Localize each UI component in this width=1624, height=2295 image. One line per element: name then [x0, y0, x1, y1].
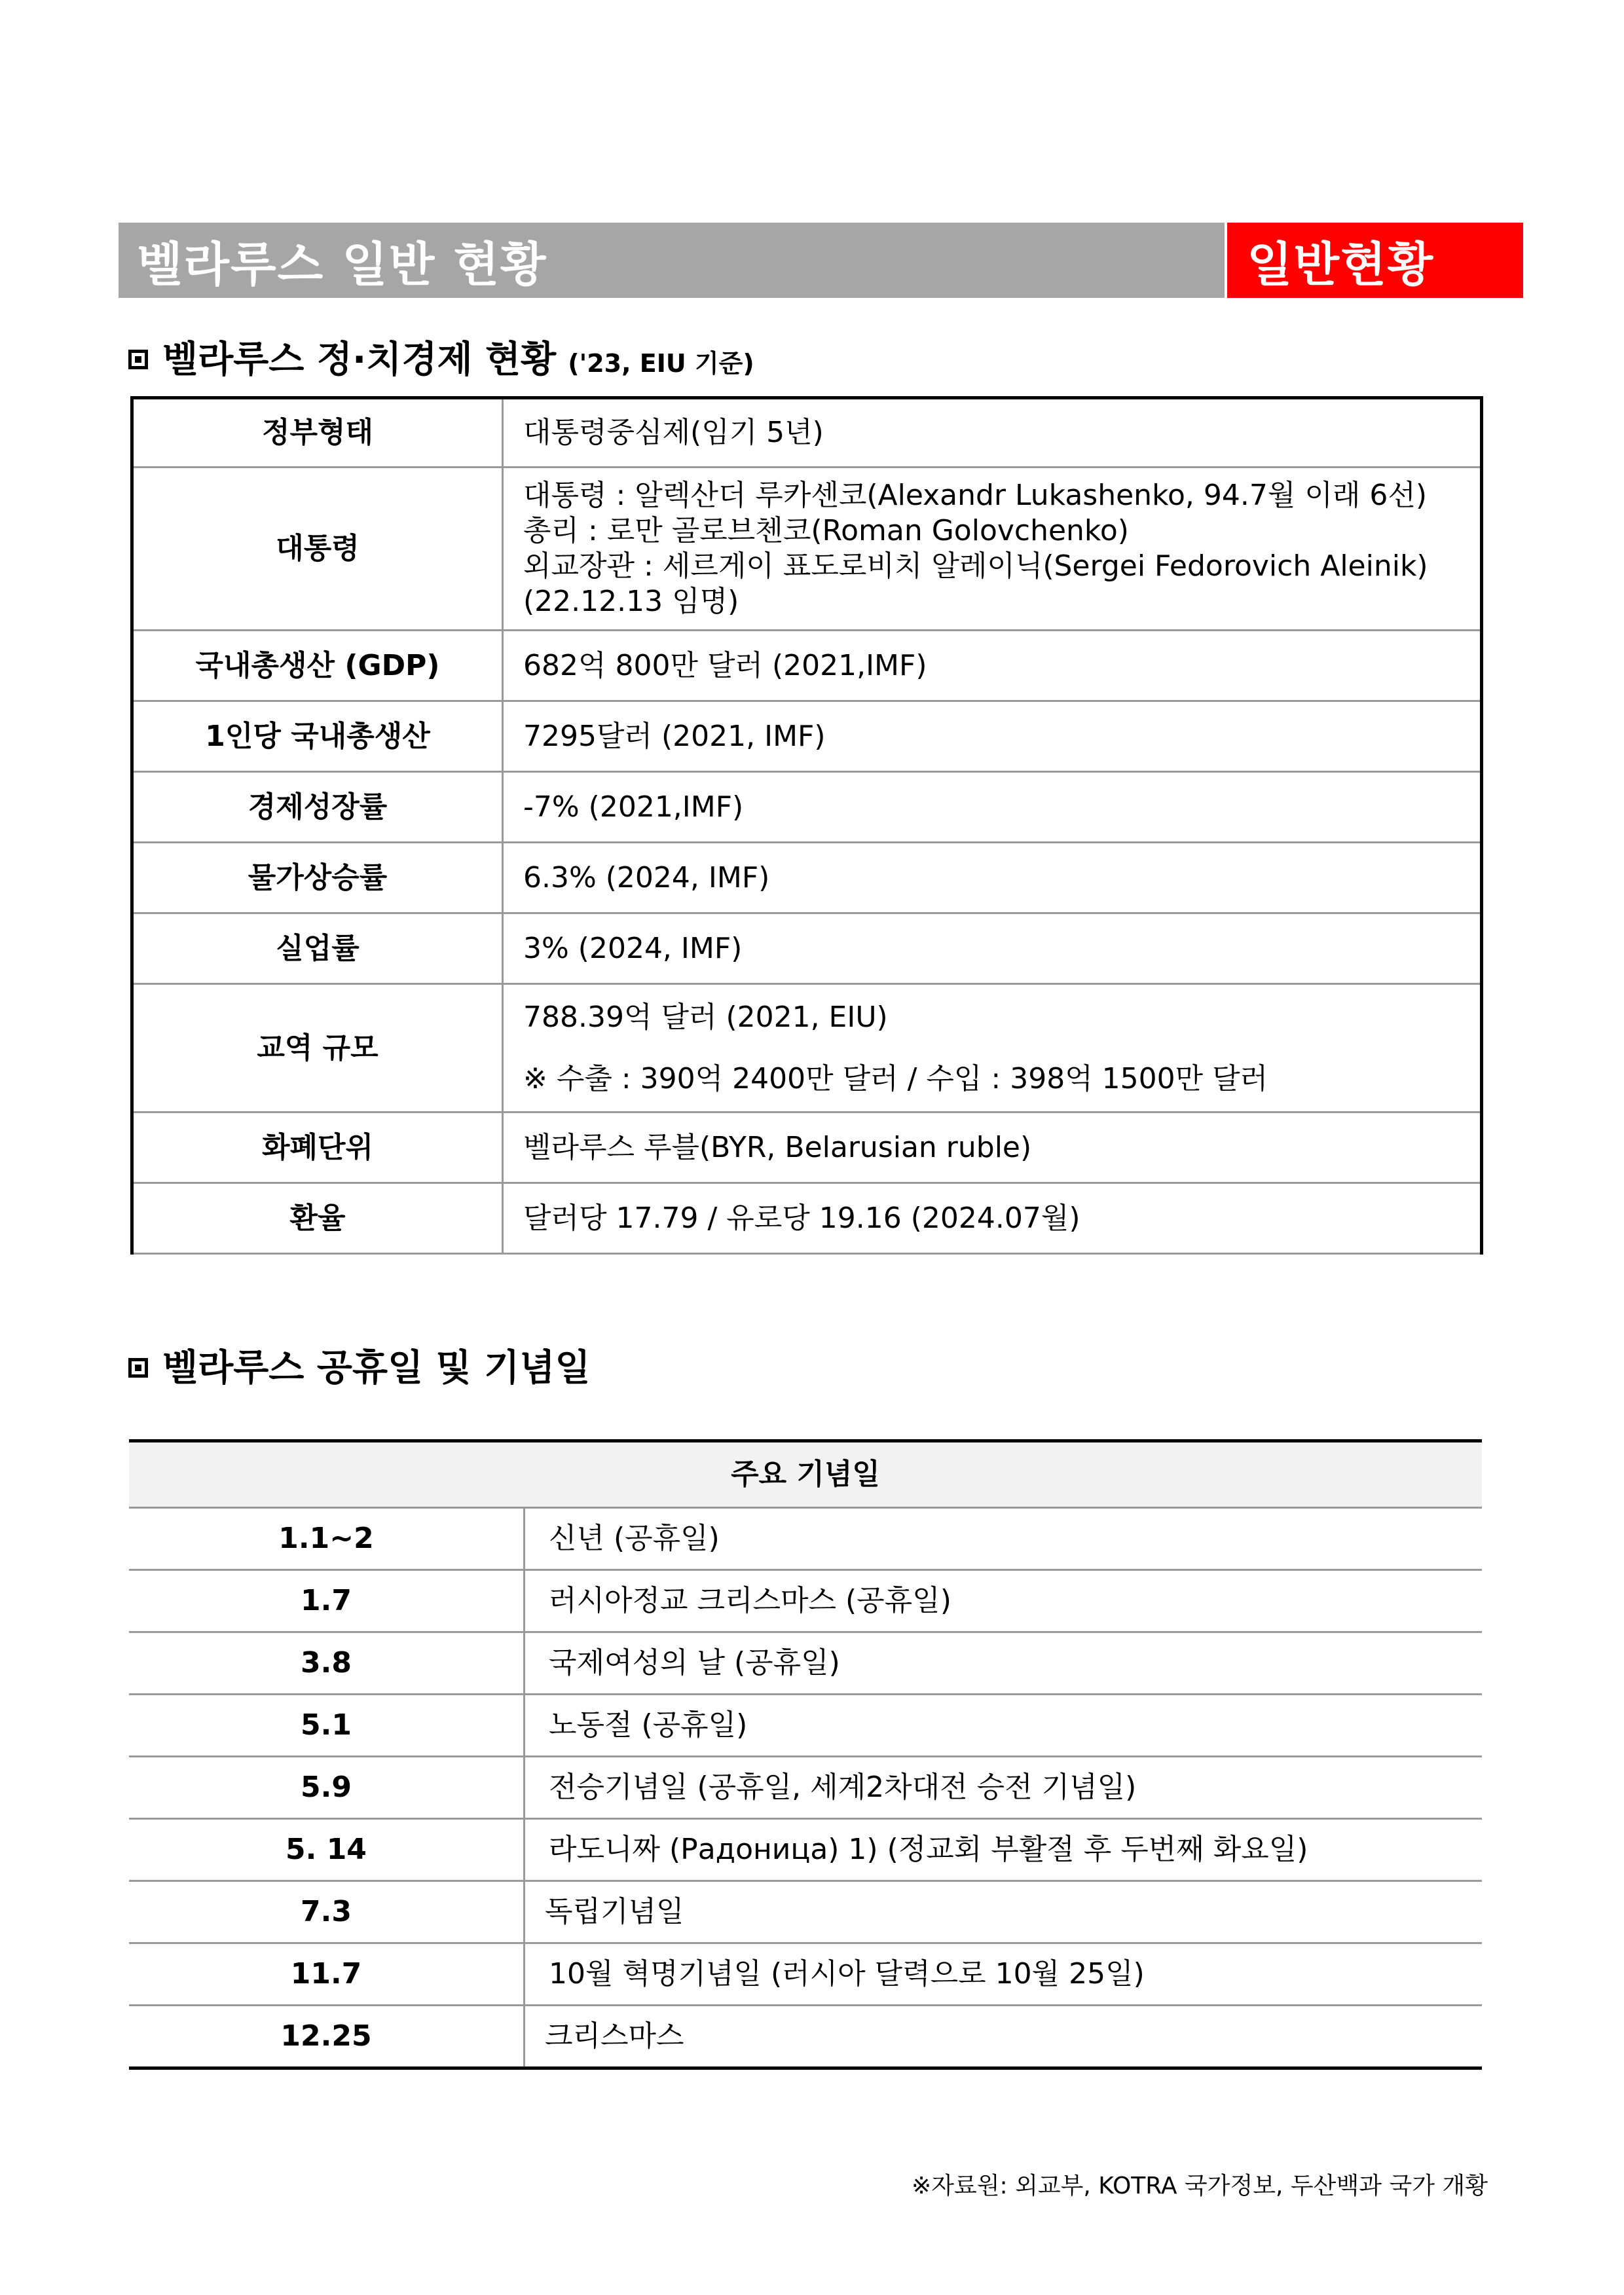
holiday-name: 크리스마스 — [525, 2006, 1483, 2068]
value-line: 6.3% (2024, IMF) — [523, 860, 770, 894]
row-key: 경제성장률 — [132, 772, 503, 843]
row-key: 1인당 국내총생산 — [132, 701, 503, 772]
row-value — [503, 984, 1482, 1112]
header-tag-box — [1227, 223, 1523, 298]
value-line: 788.39억 달러 (2021, EIU) — [523, 1000, 888, 1034]
value-line: 대통령 : 알렉산더 루카센코(Alexandr Lukashenko, 94.7월 이래 6선) — [523, 479, 1427, 512]
table-row — [129, 1570, 1482, 1632]
value-line: 벨라루스 루블(BYR, Belarusian ruble) — [523, 1130, 1032, 1164]
value-line: ※ 수출 : 390억 2400만 달러 / 수입 : 398억 1500만 달러 — [523, 1061, 1268, 1095]
row-key: 국내총생산 (GDP) — [132, 631, 503, 701]
holidays-heading-text: 벨라루스 공휴일 및 기념일 — [162, 1347, 591, 1389]
row-key: 교역 규모 — [132, 984, 503, 1112]
table-row — [129, 2006, 1482, 2068]
holiday-date: 3.8 — [129, 1632, 525, 1695]
table-row — [129, 1881, 1482, 1943]
holiday-name: 신년 (공휴일) — [525, 1508, 1483, 1570]
square-bullet-icon — [128, 1358, 148, 1378]
holiday-date: 5.1 — [129, 1695, 525, 1757]
value-line: 총리 : 로만 골로브첸코(Roman Golovchenko) — [523, 514, 1129, 547]
row-value — [503, 843, 1482, 913]
table-row — [132, 772, 1482, 843]
holiday-date: 7.3 — [129, 1881, 525, 1943]
value-spacer — [523, 1035, 1467, 1061]
table-row — [132, 468, 1482, 631]
holiday-name: 국제여성의 날 (공휴일) — [525, 1632, 1483, 1695]
politics-economy-table — [130, 396, 1483, 1255]
table-row — [129, 1819, 1482, 1881]
row-value — [503, 772, 1482, 843]
row-value — [503, 631, 1482, 701]
row-key: 실업률 — [132, 913, 503, 984]
row-value — [503, 468, 1482, 631]
row-key: 대통령 — [132, 468, 503, 631]
politics-heading-sub: ('23, EIU 기준) — [568, 349, 754, 378]
table-row — [129, 1695, 1482, 1757]
row-key: 화폐단위 — [132, 1112, 503, 1183]
table-row — [129, 1508, 1482, 1570]
value-line: 대통령중심제(임기 5년) — [523, 416, 824, 449]
row-key: 물가상승률 — [132, 843, 503, 913]
holiday-date: 12.25 — [129, 2006, 525, 2068]
row-value — [503, 913, 1482, 984]
table-header-row — [129, 1441, 1482, 1508]
holiday-date: 5.9 — [129, 1757, 525, 1819]
holiday-name: 10월 혁명기념일 (러시아 달력으로 10월 25일) — [525, 1943, 1483, 2006]
header-title-bar — [119, 223, 1225, 298]
row-value — [503, 398, 1482, 468]
table-row — [132, 631, 1482, 701]
politics-heading-text: 벨라루스 정·치경제 현황 — [162, 339, 557, 381]
holiday-name: 라도니짜 (Радоница) 1) (정교회 부활절 후 두번째 화요일) — [525, 1819, 1483, 1881]
value-line: 3% (2024, IMF) — [523, 931, 743, 965]
table-row — [132, 398, 1482, 468]
holiday-name: 러시아정교 크리스마스 (공휴일) — [525, 1570, 1483, 1632]
holiday-date: 1.1~2 — [129, 1508, 525, 1570]
table-row — [132, 1183, 1482, 1254]
holidays-table-header: 주요 기념일 — [129, 1441, 1482, 1508]
table-row — [132, 1112, 1482, 1183]
holiday-name: 독립기념일 — [525, 1881, 1483, 1943]
table-row — [129, 1757, 1482, 1819]
table-row — [132, 701, 1482, 772]
row-key: 정부형태 — [132, 398, 503, 468]
holiday-name: 전승기념일 (공휴일, 세계2차대전 승전 기념일) — [525, 1757, 1483, 1819]
value-line: 외교장관 : 세르게이 표도로비치 알레이닉(Sergei Fedorovich Aleinik) — [523, 549, 1428, 583]
table-row — [132, 984, 1482, 1112]
row-value — [503, 1112, 1482, 1183]
table-row — [129, 1632, 1482, 1695]
source-note: ※자료원: 외교부, KOTRA 국가정보, 두산백과 국가 개황 — [912, 2173, 1488, 2199]
row-key: 환율 — [132, 1183, 503, 1254]
value-line: 달러당 17.79 / 유로당 19.16 (2024.07월) — [523, 1201, 1080, 1235]
value-line: -7% (2021,IMF) — [523, 790, 744, 824]
holiday-date: 1.7 — [129, 1570, 525, 1632]
value-line: (22.12.13 임명) — [523, 585, 739, 618]
table-row — [132, 843, 1482, 913]
page-title: 벨라루스 일반 현황 — [137, 236, 547, 292]
row-value — [503, 701, 1482, 772]
holidays-section-heading — [128, 1339, 591, 1391]
table-row — [132, 913, 1482, 984]
holiday-date: 11.7 — [129, 1943, 525, 2006]
holidays-table — [129, 1439, 1482, 2070]
value-line: 682억 800만 달러 (2021,IMF) — [523, 648, 927, 682]
square-bullet-icon — [128, 350, 148, 369]
politics-section-heading — [128, 331, 754, 383]
holiday-date: 5. 14 — [129, 1819, 525, 1881]
holiday-name: 노동절 (공휴일) — [525, 1695, 1483, 1757]
table-row — [129, 1943, 1482, 2006]
section-tag: 일반현황 — [1247, 236, 1435, 292]
value-line: 7295달러 (2021, IMF) — [523, 719, 826, 753]
row-value — [503, 1183, 1482, 1254]
